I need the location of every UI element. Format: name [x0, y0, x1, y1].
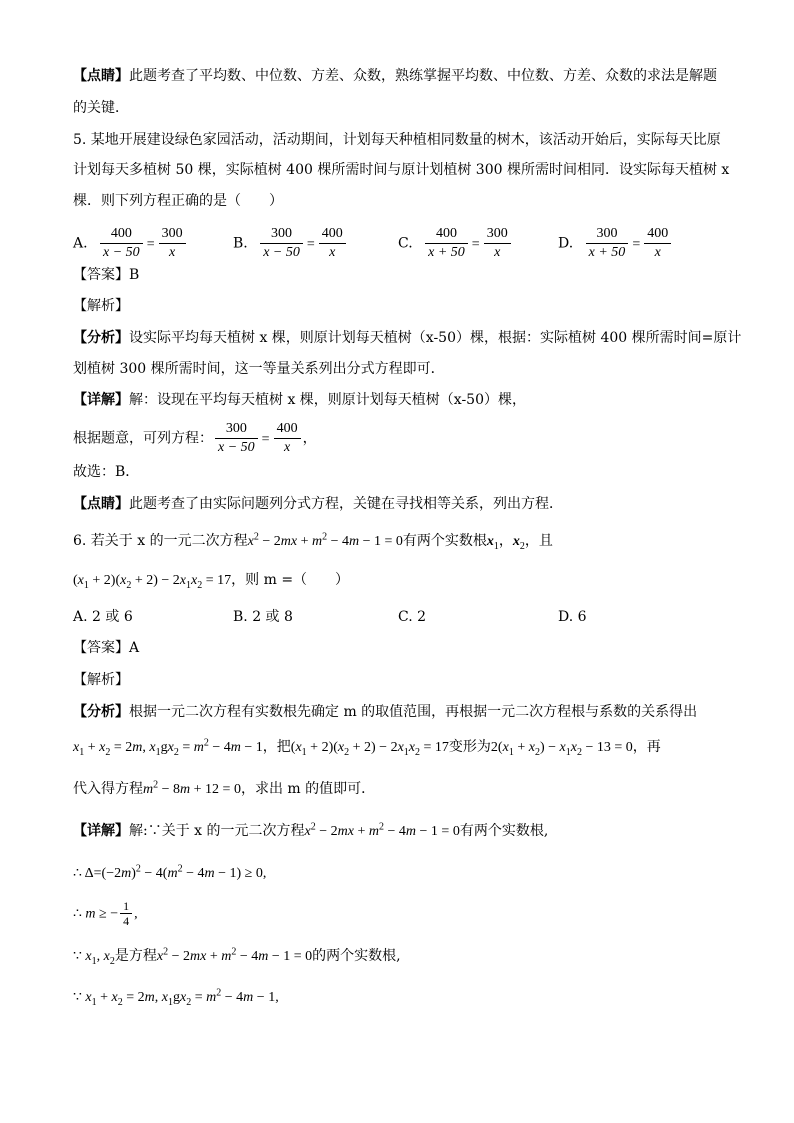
q6-analysis-heading: 【解析】 [73, 672, 129, 688]
q5-analysis-line-1: 【分析】设实际平均每天植树 x 棵，则原计划每天植树（x-50）棵，根据：实际植树 400 棵所需时间=原计 [73, 330, 742, 346]
q5-option-a: A. $\frac{400}{x - 50}$ = $\frac{300}{x}$ [73, 225, 188, 262]
q5-analysis-heading: 【解析】 [73, 298, 129, 314]
q5-comment: 【点睛】此题考查了由实际问题列分式方程，关键在寻找相等关系，列出方程． [73, 496, 563, 512]
q5-detail-line-1: 【详解】解：设现在平均每天植树 x 棵，则原计划每天植树（x-50）棵， [73, 392, 526, 408]
q6-detail-line-2: ∴ $\Delta=(-2m)^2 - 4(m^2 - 4m - 1) \ge 0$, [73, 863, 267, 881]
q6-answer: 【答案】A [73, 640, 140, 656]
q5-stem-line-2: 计划每天多植树 50 棵，实际植树 400 棵所需时间与原计划植树 300 棵所需时间相同．设实际每天植树 x [73, 162, 730, 178]
q6-option-b: B. 2 或 8 [233, 609, 293, 625]
commentary-line-2: 的关键． [73, 100, 129, 116]
commentary-line-1: 【点睛】此题考查了平均数、中位数、方差、众数，熟练掌握平均数、中位数、方差、众数的求法是解题 [73, 68, 717, 84]
commentary-tag: 【点睛】 [73, 68, 129, 84]
q5-analysis-line-2: 划植树 300 棵所需时间，这一等量关系列出分式方程即可． [73, 361, 445, 377]
q5-choice: 故选：B． [73, 464, 140, 480]
q5-stem-line-3: 棵．则下列方程正确的是（ ） [73, 193, 283, 209]
q6-analysis-line-2: $x_1 + x_2 = 2m$, $x_1gx_2 = m^2 - 4m - 1$，把$(x_1 + 2)(x_2 + 2) - 2x_1x_2 = 17$变形为$2(x_1 + x_2) - x_1x_2 - 13 = 0$，再 [73, 737, 661, 758]
q5-option-b: B. $\frac{300}{x - 50}$ = $\frac{400}{x}$ [233, 225, 348, 262]
q6-detail-line-1: 【详解】解:∵关于 x 的一元二次方程$x^2 - 2mx + m^2 - 4m - 1 = 0$有两个实数根, [73, 821, 549, 839]
q6-option-a: A. 2 或 6 [73, 609, 133, 625]
q6-analysis-line-3: 代入得方程$m^2 - 8m + 12 = 0$，求出 m 的值即可． [73, 779, 376, 797]
q6-option-d: D. 6 [558, 609, 587, 625]
q5-option-c: C. $\frac{400}{x + 50}$ = $\frac{300}{x}$ [398, 225, 513, 262]
q6-detail-line-3: ∴ m ≥ − $\frac{1}{4}$ , [73, 899, 138, 928]
q6-stem-line-2: $(x_1 + 2)(x_2 + 2) - 2x_1x_2 = 17$，则 m =（ ） [73, 572, 350, 591]
q6-analysis-line-1: 【分析】根据一元二次方程有实数根先确定 m 的取值范围，再根据一元二次方程根与系数的关系得出 [73, 704, 698, 720]
q5-stem-line-1: 5. 某地开展建设绿色家园活动，活动期间，计划每天种植相同数量的树木，该活动开始后，实际每天比原 [73, 132, 721, 148]
q5-answer: 【答案】B [73, 267, 140, 283]
q6-option-c: C. 2 [398, 609, 427, 625]
q5-detail-equation: 根据题意，可列方程： $\frac{300}{x - 50}$ = $\frac{400}{x}$ ， [73, 421, 317, 455]
q6-detail-line-5: ∵ $x_1 + x_2 = 2m$, $x_1gx_2 = m^2 - 4m - 1$, [73, 987, 279, 1008]
q6-detail-line-4: ∵ $x_1$, $x_2$是方程$x^2 - 2mx + m^2 - 4m - 1 = 0$的两个实数根, [73, 946, 401, 967]
q6-stem-line-1: 6. 若关于 x 的一元二次方程$x^2 - 2mx + m^2 - 4m - 1 = 0$有两个实数根$x_1$，$x_2$，且 [73, 531, 553, 552]
q5-option-d: D. $\frac{300}{x + 50}$ = $\frac{400}{x}$ [558, 225, 673, 262]
